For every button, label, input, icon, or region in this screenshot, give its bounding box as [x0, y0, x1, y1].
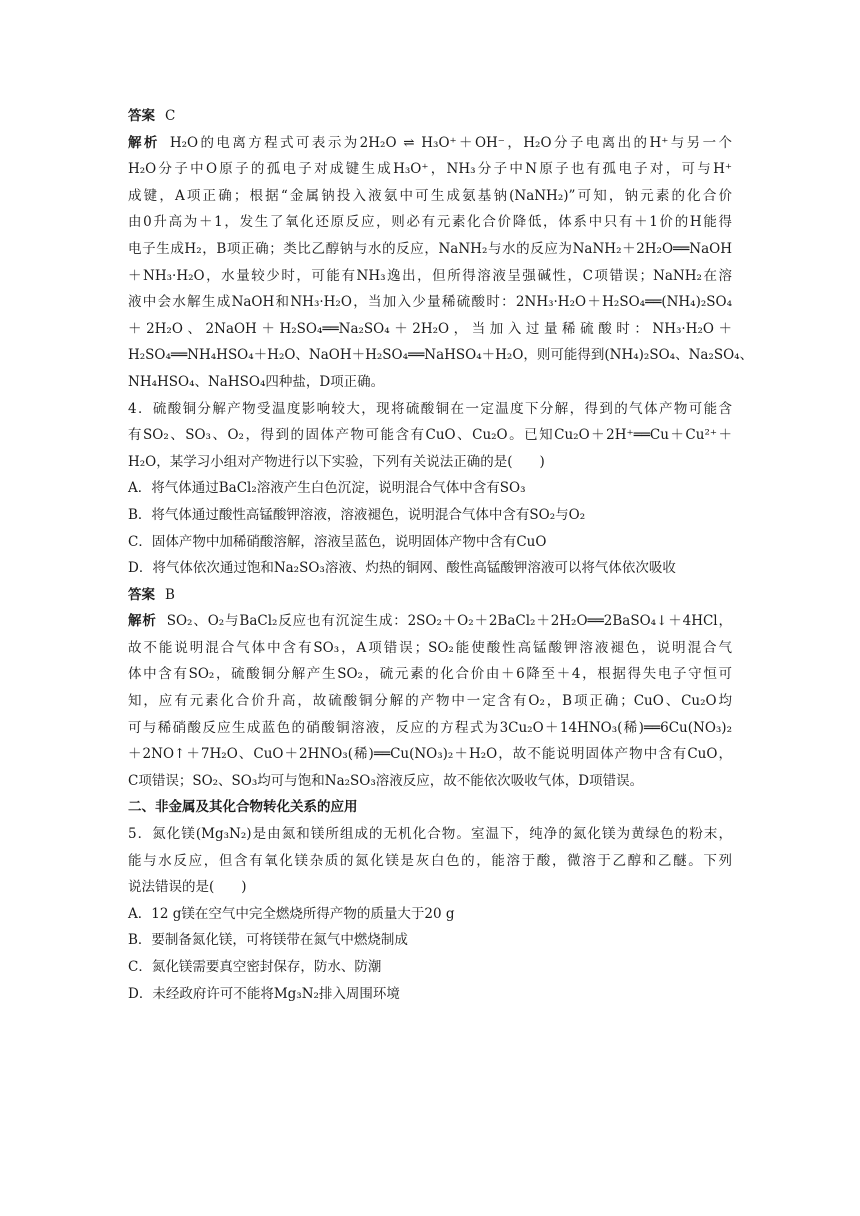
q4-answer-line: [128, 582, 732, 609]
q3-analysis-line: NH₄HSO₄、NaHSO₄四种盐，D项正确。: [128, 373, 385, 390]
q4-stem-line: 4．硫酸铜分解产物受温度影响较大，现将硫酸铜在一定温度下分解，得到的气体产物可能含: [128, 400, 732, 417]
answer-label: 答案: [128, 108, 155, 124]
q5-option-c: C．氮化镁需要真空密封保存，防水、防潮: [128, 959, 382, 975]
q3-analysis-line: H₂SO₄══NH₄HSO₄＋H₂O、NaOH＋H₂SO₄══NaHSO₄＋H₂O，则可能得到(NH₄)₂SO₄、Na₂SO₄、: [128, 347, 754, 364]
q4-analysis-line: C项错误；SO₂、SO₃均可与饱和Na₂SO₃溶液反应，故不能依次吸收气体，D项错误。: [128, 772, 644, 789]
analysis-label: 解析: [128, 134, 160, 151]
q5-option-d: D．未经政府许可不能将Mg₃N₂排入周围环境: [128, 985, 400, 1002]
q4-option-b: B．将气体通过酸性高锰酸钾溶液，溶液褪色，说明混合气体中含有SO₂与O₂: [128, 506, 586, 523]
q3-analysis-line: H₂O分子中O原子的孤电子对成键生成H₃O⁺，NH₃分子中N原子也有孤电子对，可与H⁺: [128, 161, 732, 178]
q4-stem-line: 有SO₂、SO₃、O₂，得到的固体产物可能含有CuO、Cu₂O。已知Cu₂O＋2H⁺══Cu＋Cu²⁺＋: [128, 427, 732, 444]
q3-analysis-line: ＋NH₃·H₂O，水量较少时，可能有NH₃逸出，但所得溶液呈强碱性，C项错误；NaNH₂在溶: [128, 267, 732, 284]
q3-answer-line: [128, 103, 732, 130]
q4-stem-line: H₂O，某学习小组对产物进行以下实验，下列有关说法正确的是( ): [128, 453, 545, 470]
analysis-text: SO₂、O₂与BaCl₂反应也有沉淀生成：2SO₂＋O₂＋2BaCl₂＋2H₂O══2BaSO₄↓＋4HCl，: [166, 613, 732, 630]
q4-analysis-line: 故不能说明混合气体中含有SO₃，A项错误；SO₂能使酸性高锰酸钾溶液褪色，说明混合气: [128, 639, 732, 656]
q4-analysis-line: [128, 608, 732, 635]
q5-stem-line: 说法错误的是( ): [128, 879, 247, 896]
q3-analysis-line: ＋2H₂O、2NaOH＋H₂SO₄══Na₂SO₄＋2H₂O，当加入过量稀硫酸时：NH₃·H₂O＋: [128, 320, 732, 337]
q4-option-d: D．将气体依次通过饱和Na₂SO₃溶液、灼热的铜网、酸性高锰酸钾溶液可以将气体依次吸收: [128, 560, 676, 577]
document-content: [128, 103, 754, 1007]
q5-option-b: B．要制备氮化镁，可将镁带在氮气中燃烧制成: [128, 932, 408, 949]
q4-analysis-line: 体中含有SO₂，硫酸铜分解产生SO₂，硫元素的化合价由＋6降至＋4，根据得失电子守恒可: [128, 666, 732, 683]
q3-analysis-line: 成键，A项正确；根据“金属钠投入液氨中可生成氨基钠(NaNH₂)”可知，钠元素的化合价: [128, 187, 732, 204]
q3-analysis-line: 由0升高为＋1，发生了氧化还原反应，则必有元素化合价降低，体系中只有＋1价的H能得: [128, 214, 732, 231]
answer-value: B: [165, 586, 175, 603]
analysis-label: 解析: [128, 613, 157, 630]
answer-label: 答案: [128, 586, 155, 603]
q4-option-c: C．固体产物中加稀硝酸溶解，溶液呈蓝色，说明固体产物中含有CuO: [128, 533, 547, 550]
answer-value: C: [165, 108, 176, 124]
q5-stem-line: 5．氮化镁(Mg₃N₂)是由氮和镁所组成的无机化合物。室温下，纯净的氮化镁为黄绿色的粉末，: [128, 826, 732, 843]
q5-option-a: A．12 g镁在空气中完全燃烧所得产物的质量大于20 g: [128, 905, 455, 922]
section-heading: 二、非金属及其化合物转化关系的应用: [128, 799, 358, 816]
q4-analysis-line: ＋2NO↑＋7H₂O、CuO＋2HNO₃(稀)══Cu(NO₃)₂＋H₂O，故不能说明固体产物中含有CuO，: [128, 746, 732, 763]
q3-analysis-line: 电子生成H₂，B项正确；类比乙醇钠与水的反应，NaNH₂与水的反应为NaNH₂＋2H₂O══NaOH: [128, 240, 732, 257]
q5-stem-line: 能与水反应，但含有氧化镁杂质的氮化镁是灰白色的，能溶于酸，微溶于乙醇和乙醚。下列: [128, 852, 732, 869]
q4-analysis-line: 知，应有元素化合价升高，故硫酸铜分解的产物中一定含有O₂，B项正确；CuO、Cu₂O均: [128, 693, 732, 710]
q4-option-a: A．将气体通过BaCl₂溶液产生白色沉淀，说明混合气体中含有SO₃: [128, 480, 526, 497]
q3-analysis-line: [128, 130, 732, 157]
q4-analysis-line: 可与稀硝酸反应生成蓝色的硝酸铜溶液，反应的方程式为3Cu₂O＋14HNO₃(稀)══6Cu(NO₃)₂: [128, 719, 732, 736]
q3-analysis-line: 液中会水解生成NaOH和NH₃·H₂O，当加入少量稀硫酸时：2NH₃·H₂O＋H₂SO₄══(NH₄)₂SO₄: [128, 294, 732, 311]
analysis-text: H₂O的电离方程式可表示为2H₂O ⇌ H₃O⁺＋OH⁻，H₂O分子电离出的H⁺与另一个: [169, 134, 733, 151]
